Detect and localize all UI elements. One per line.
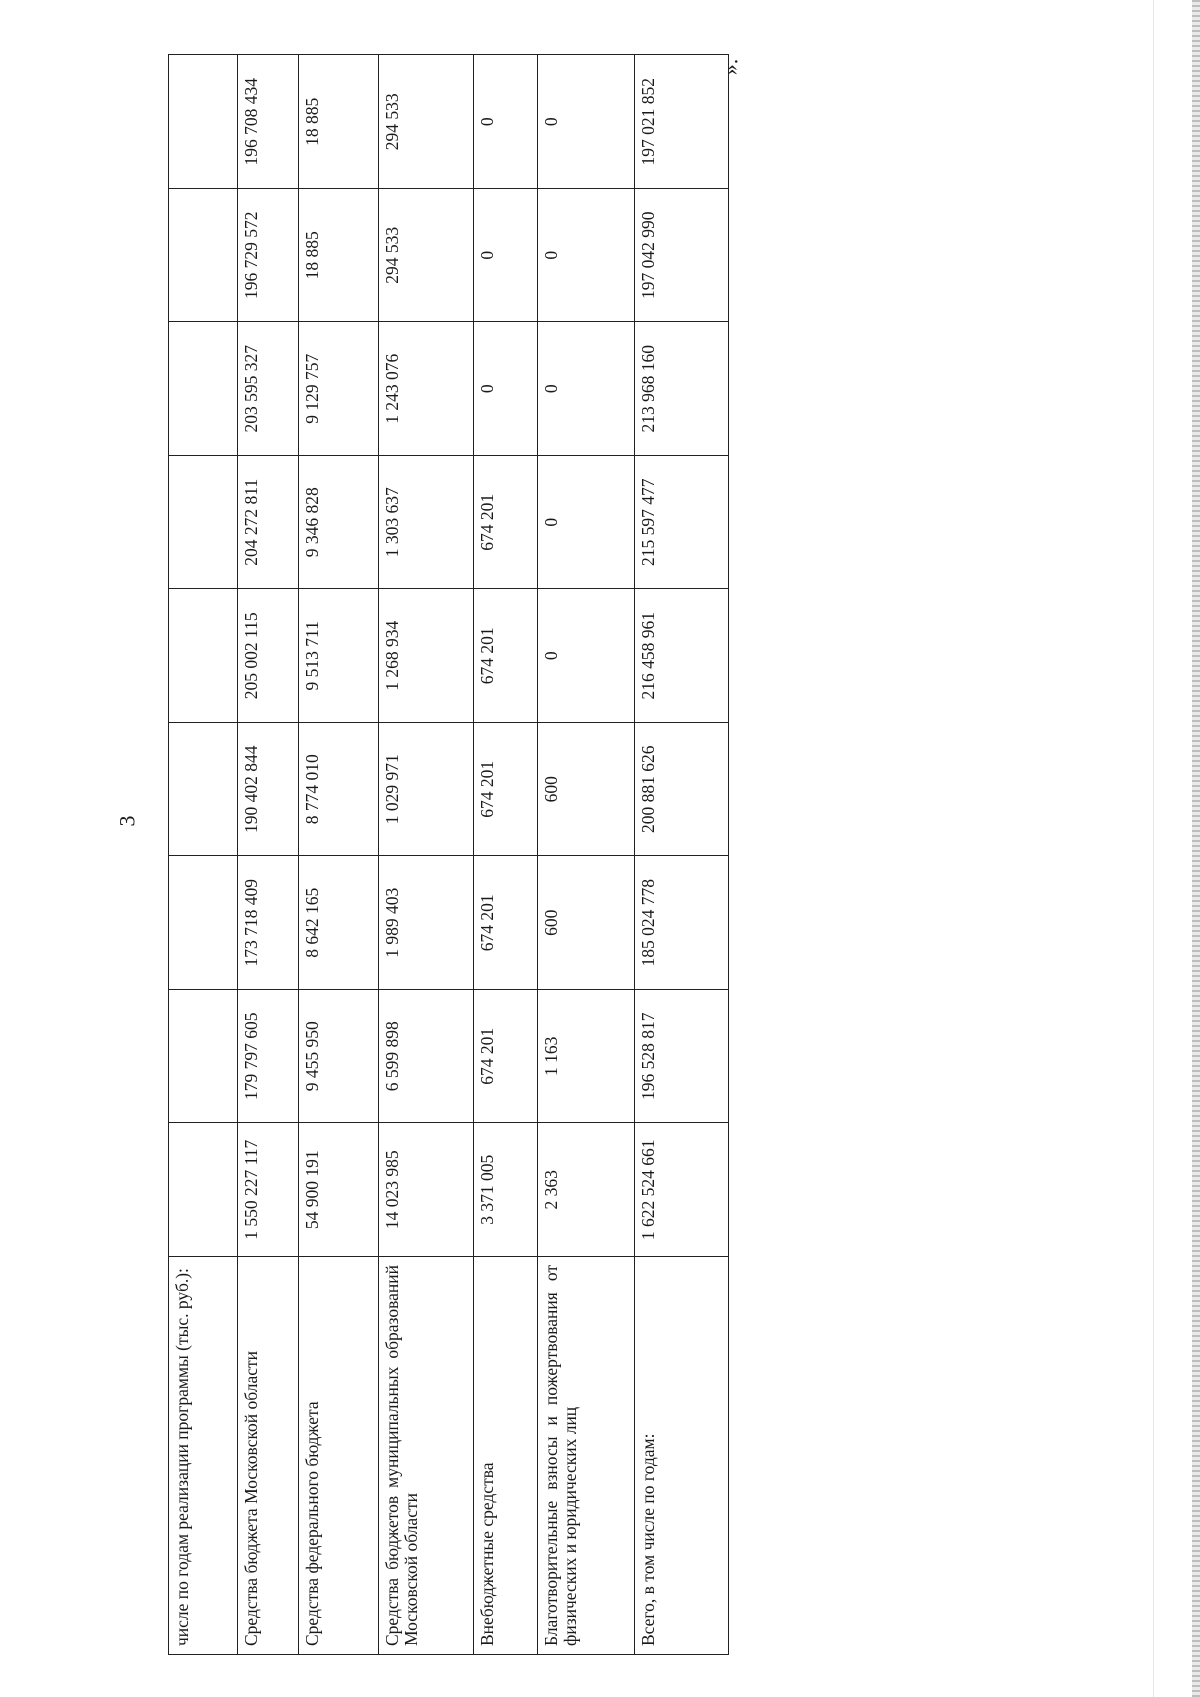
header-label-cell: числе по годам реализации программы (тыс. руб.): (169, 1257, 238, 1655)
table-cell: 674 201 (474, 589, 538, 723)
table-cell: 294 533 (379, 189, 474, 323)
table-cell: 1 550 227 117 (238, 1123, 299, 1257)
table-cell (169, 723, 238, 857)
table-cell: 3 371 005 (474, 1123, 538, 1257)
table-cell: 6 599 898 (379, 990, 474, 1124)
table-cell: 196 729 572 (238, 189, 299, 323)
table-cell (169, 456, 238, 590)
table-cell: 0 (538, 322, 635, 456)
scan-fold-line (1153, 0, 1154, 1697)
table-cell: 674 201 (474, 856, 538, 990)
table-cell: 1 268 934 (379, 589, 474, 723)
table-total-row (635, 55, 729, 1655)
table-cell: 197 021 852 (635, 55, 729, 189)
table-cell: 190 402 844 (238, 723, 299, 857)
row-label: Средства бюджета Московской области (238, 1257, 299, 1655)
table-cell: 14 023 985 (379, 1123, 474, 1257)
table-cell: 18 885 (299, 55, 379, 189)
table-cell: 0 (538, 456, 635, 590)
table-cell: 1 989 403 (379, 856, 474, 990)
table-header-row (169, 55, 238, 1655)
table-cell (169, 1123, 238, 1257)
table-cell: 2 363 (538, 1123, 635, 1257)
table-cell: 1 029 971 (379, 723, 474, 857)
table-cell: 205 002 115 (238, 589, 299, 723)
table-cell: 9 346 828 (299, 456, 379, 590)
table-row (379, 55, 474, 1655)
table-cell (169, 589, 238, 723)
rotated-table-container (168, 55, 728, 1655)
table-cell: 0 (474, 55, 538, 189)
table-cell: 9 455 950 (299, 990, 379, 1124)
row-label: Благотворительные взносы и пожертвования от физических и юридических лиц (538, 1257, 635, 1655)
table-cell: 203 595 327 (238, 322, 299, 456)
table-row (474, 55, 538, 1655)
table-cell (169, 990, 238, 1124)
table-cell: 1 243 076 (379, 322, 474, 456)
table-cell: 600 (538, 856, 635, 990)
scan-edge (1192, 0, 1200, 1697)
table-cell: 173 718 409 (238, 856, 299, 990)
row-label: Всего, в том числе по годам: (635, 1257, 729, 1655)
table-cell: 196 528 817 (635, 990, 729, 1124)
table-cell (169, 322, 238, 456)
table-row (538, 55, 635, 1655)
row-label: Средства федерального бюджета (299, 1257, 379, 1655)
table-cell: 0 (538, 55, 635, 189)
table-cell: 674 201 (474, 456, 538, 590)
table-cell: 0 (474, 322, 538, 456)
table-cell: 0 (474, 189, 538, 323)
table-cell: 674 201 (474, 723, 538, 857)
table-cell: 196 708 434 (238, 55, 299, 189)
table-cell: 0 (538, 189, 635, 323)
table-cell: 18 885 (299, 189, 379, 323)
row-label: Средства бюджетов муниципальных образований Московской области (379, 1257, 474, 1655)
table-cell: 8 642 165 (299, 856, 379, 990)
table-cell (169, 856, 238, 990)
table-cell (169, 55, 238, 189)
row-label: Внебюджетные средства (474, 1257, 538, 1655)
table-cell: 179 797 605 (238, 990, 299, 1124)
table-cell: 197 042 990 (635, 189, 729, 323)
table-cell: 9 513 711 (299, 589, 379, 723)
table-cell: 0 (538, 589, 635, 723)
table-cell: 215 597 477 (635, 456, 729, 590)
table-cell: 8 774 010 (299, 723, 379, 857)
table-row (238, 55, 299, 1655)
page-number: 3 (114, 815, 140, 827)
table-cell: 674 201 (474, 990, 538, 1124)
table-cell: 9 129 757 (299, 322, 379, 456)
table-cell: 216 458 961 (635, 589, 729, 723)
table-cell: 600 (538, 723, 635, 857)
table-cell: 213 968 160 (635, 322, 729, 456)
table-cell: 204 272 811 (238, 456, 299, 590)
table-cell: 1 163 (538, 990, 635, 1124)
table-row (299, 55, 379, 1655)
closing-quote-mark: ». (717, 58, 743, 76)
table-cell: 294 533 (379, 55, 474, 189)
table-cell (169, 189, 238, 323)
table-cell: 185 024 778 (635, 856, 729, 990)
table-cell: 200 881 626 (635, 723, 729, 857)
table-cell: 1 303 637 (379, 456, 474, 590)
table-cell: 54 900 191 (299, 1123, 379, 1257)
table-cell: 1 622 524 661 (635, 1123, 729, 1257)
funding-table (168, 55, 729, 1656)
